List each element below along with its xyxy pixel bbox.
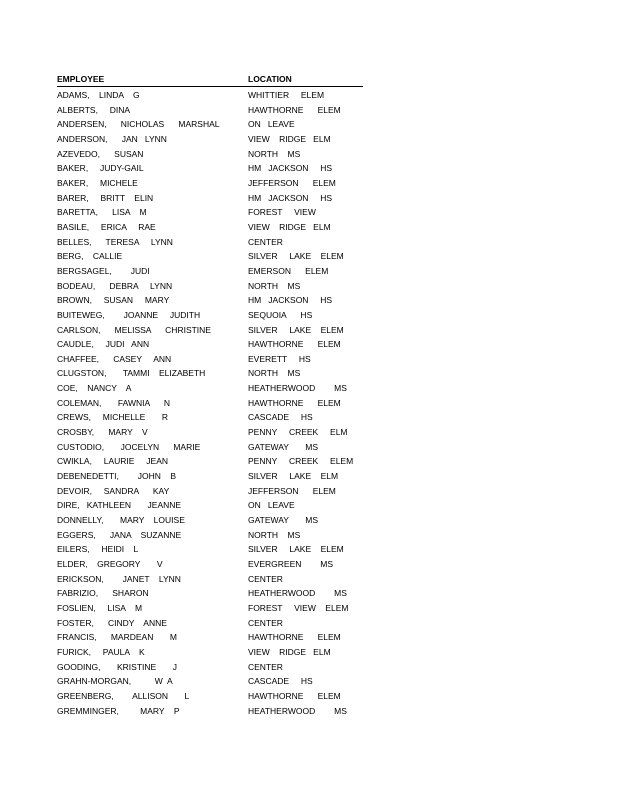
table-row — [57, 586, 377, 601]
table-row — [57, 630, 377, 645]
employee-name: BASILE, ERICA RAE — [57, 221, 156, 232]
employee-name: DEVOIR, SANDRA KAY — [57, 485, 170, 496]
employee-name: DEBENEDETTI, JOHN B — [57, 471, 177, 482]
employee-name: CREWS, MICHELLE R — [57, 412, 168, 423]
table-row — [57, 498, 377, 513]
table-row — [57, 674, 377, 689]
employee-location: NORTH MS — [248, 529, 301, 540]
employee-location: CENTER — [248, 617, 283, 628]
table-row — [57, 616, 377, 631]
table-row — [57, 528, 377, 543]
table-row — [57, 557, 377, 572]
employee-location: HM JACKSON HS — [248, 295, 333, 306]
table-row — [57, 352, 377, 367]
table-row — [57, 279, 377, 294]
employee-name: ANDERSEN, NICHOLAS MARSHAL — [57, 119, 220, 130]
employee-location: HAWTHORNE ELEM — [248, 104, 341, 115]
table-row — [57, 147, 377, 162]
table-row — [57, 191, 377, 206]
table-row — [57, 235, 377, 250]
employee-location: HAWTHORNE ELEM — [248, 397, 341, 408]
employee-name: ELDER, GREGORY V — [57, 559, 163, 569]
employee-name: BAKER, MICHELE — [57, 177, 138, 188]
employee-location: VIEW RIDGE ELM — [248, 133, 331, 144]
employee-name: EGGERS, JANA SUZANNE — [57, 529, 182, 540]
employee-name: BARETTA, LISA M — [57, 207, 147, 218]
employee-location: HAWTHORNE ELEM — [248, 339, 341, 350]
employee-location: NORTH MS — [248, 148, 301, 159]
employee-list — [57, 88, 377, 718]
employee-name: DONNELLY, MARY LOUISE — [57, 515, 185, 526]
employee-location: NORTH MS — [248, 280, 301, 291]
employee-name: FABRIZIO, SHARON — [57, 588, 149, 599]
employee-name: BROWN, SUSAN MARY — [57, 295, 170, 306]
table-row — [57, 660, 377, 675]
employee-location: WHITTIER ELEM — [248, 90, 325, 100]
table-row — [57, 249, 377, 264]
employee-name: FOSLIEN, LISA M — [57, 602, 143, 613]
table-row — [57, 425, 377, 440]
employee-location: GATEWAY MS — [248, 515, 319, 526]
employee-location: HM JACKSON HS — [248, 192, 333, 203]
employee-name: BERG, CALLIE — [57, 251, 123, 262]
table-row — [57, 704, 377, 719]
employee-name: DIRE, KATHLEEN JEANNE — [57, 500, 182, 511]
employee-name: FOSTER, CINDY ANNE — [57, 617, 167, 628]
table-row — [57, 323, 377, 338]
table-row — [57, 689, 377, 704]
table-row — [57, 513, 377, 528]
employee-location: SEQUOIA HS — [248, 309, 313, 320]
employee-location: CASCADE HS — [248, 412, 313, 423]
employee-location: SILVER LAKE ELM — [248, 471, 339, 482]
employee-location: HAWTHORNE ELEM — [248, 690, 341, 701]
employee-location: HEATHERWOOD MS — [248, 383, 347, 394]
table-row — [57, 645, 377, 660]
employee-location: ON LEAVE — [248, 500, 295, 511]
employee-location: EVERGREEN MS — [248, 559, 334, 569]
table-row — [57, 381, 377, 396]
employee-location: VIEW RIDGE ELM — [248, 221, 331, 232]
employee-name: CARLSON, MELISSA CHRISTINE — [57, 324, 211, 335]
employee-location: HM JACKSON HS — [248, 163, 333, 174]
table-header — [57, 73, 363, 87]
employee-name: CAUDLE, JUDI ANN — [57, 339, 150, 350]
employee-name: BERGSAGEL, JUDI — [57, 265, 150, 276]
table-row — [57, 103, 377, 118]
table-row — [57, 601, 377, 616]
table-row — [57, 88, 377, 103]
employee-name: AZEVEDO, SUSAN — [57, 148, 144, 159]
employee-name: COLEMAN, FAWNIA N — [57, 397, 171, 408]
table-row — [57, 293, 377, 308]
employee-name: COE, NANCY A — [57, 383, 132, 394]
employee-column-header: EMPLOYEE — [57, 74, 105, 84]
employee-location: NORTH MS — [248, 368, 301, 379]
table-row — [57, 366, 377, 381]
employee-name: ERICKSON, JANET LYNN — [57, 573, 181, 584]
location-column-header: LOCATION — [248, 74, 292, 84]
employee-location: FOREST VIEW — [248, 207, 316, 218]
table-row — [57, 410, 377, 425]
employee-name: ADAMS, LINDA G — [57, 90, 140, 100]
employee-location: JEFFERSON ELEM — [248, 177, 336, 188]
employee-location: ON LEAVE — [248, 119, 295, 130]
table-row — [57, 572, 377, 587]
employee-location: SILVER LAKE ELEM — [248, 251, 344, 262]
table-row — [57, 161, 377, 176]
employee-name: BODEAU, DEBRA LYNN — [57, 280, 173, 291]
table-row — [57, 440, 377, 455]
table-row — [57, 337, 377, 352]
employee-location: CENTER — [248, 573, 283, 584]
employee-name: FURICK, PAULA K — [57, 646, 145, 657]
employee-name: CROSBY, MARY V — [57, 427, 148, 438]
employee-name: GOODING, KRISTINE J — [57, 661, 177, 672]
table-row — [57, 542, 377, 557]
employee-name: CHAFFEE, CASEY ANN — [57, 353, 172, 364]
table-row — [57, 484, 377, 499]
employee-location: EMERSON ELEM — [248, 265, 329, 276]
employee-location: FOREST VIEW ELEM — [248, 602, 349, 613]
employee-name: EILERS, HEIDI L — [57, 544, 139, 555]
employee-name: CUSTODIO, JOCELYN MARIE — [57, 441, 201, 452]
employee-location: CASCADE HS — [248, 676, 313, 687]
employee-name: GREENBERG, ALLISON L — [57, 690, 190, 701]
table-row — [57, 264, 377, 279]
employee-name: BARER, BRITT ELIN — [57, 192, 154, 203]
table-row — [57, 308, 377, 323]
employee-location: HEATHERWOOD MS — [248, 705, 347, 716]
employee-name: FRANCIS, MARDEAN M — [57, 632, 177, 643]
employee-location: VIEW RIDGE ELM — [248, 646, 331, 657]
employee-location: GATEWAY MS — [248, 441, 319, 452]
employee-location: HAWTHORNE ELEM — [248, 632, 341, 643]
table-row — [57, 454, 377, 469]
employee-name: CWIKLA, LAURIE JEAN — [57, 456, 168, 467]
employee-location: PENNY CREEK ELEM — [248, 456, 354, 467]
employee-name: ANDERSON, JAN LYNN — [57, 133, 167, 144]
employee-location: PENNY CREEK ELM — [248, 427, 348, 438]
employee-name: BELLES, TERESA LYNN — [57, 236, 173, 247]
employee-location: EVERETT HS — [248, 353, 311, 364]
employee-location: CENTER — [248, 661, 283, 672]
employee-name: BUITEWEG, JOANNE JUDITH — [57, 309, 201, 320]
employee-name: GREMMINGER, MARY P — [57, 705, 180, 716]
employee-name: GRAHN-MORGAN, W A — [57, 676, 173, 687]
table-row — [57, 220, 377, 235]
employee-name: BAKER, JUDY-GAIL — [57, 163, 144, 174]
employee-location: SILVER LAKE ELEM — [248, 324, 344, 335]
employee-location: JEFFERSON ELEM — [248, 485, 336, 496]
table-row — [57, 396, 377, 411]
employee-location: HEATHERWOOD MS — [248, 588, 347, 599]
table-row — [57, 176, 377, 191]
employee-location: CENTER — [248, 236, 283, 247]
employee-name: CLUGSTON, TAMMI ELIZABETH — [57, 368, 206, 379]
table-row — [57, 205, 377, 220]
table-row — [57, 132, 377, 147]
employee-name: ALBERTS, DINA — [57, 104, 131, 115]
table-row — [57, 469, 377, 484]
employee-location: SILVER LAKE ELEM — [248, 544, 344, 555]
table-row — [57, 117, 377, 132]
